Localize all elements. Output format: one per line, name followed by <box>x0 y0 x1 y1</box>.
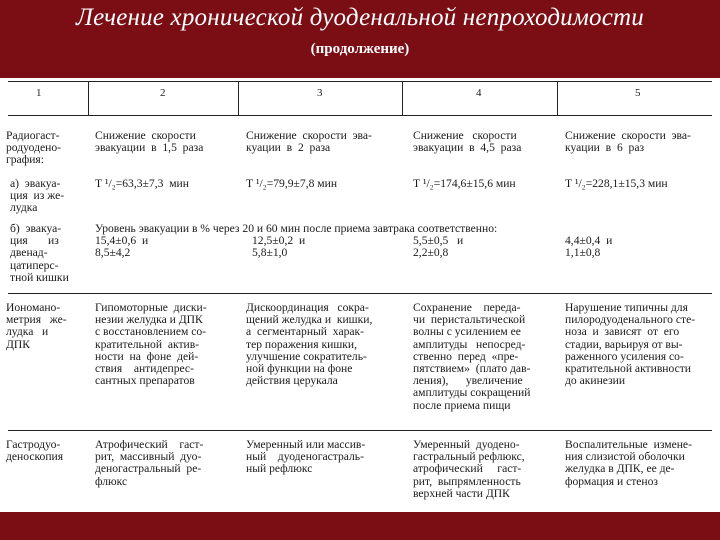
table-cell: 4,4±0,4 и 1,1±0,8 <box>565 234 613 260</box>
table-cell: Т ¹/₂=63,3±7,3 мин <box>95 177 189 190</box>
header-column-rule <box>402 81 403 115</box>
row-label-gastric-evacuation: а) эвакуа- ция из же- лудка <box>10 177 65 215</box>
table-cell: Гипомоторные диски- незии желудка и ДПК с восстановлением со- кратительной актив- ности на фоне дей- ствия антидепрес- сантных препаратов <box>95 301 207 388</box>
table-cell: Сохранение переда- чи перистальтической волны с усилением ее амплитуды непосред- ственно перед «пре- пятствием» (плато дав- ления), увеличение амплитуды сокращений после приема пищи <box>413 301 531 412</box>
row-separator-rule <box>8 430 712 431</box>
column-number-4: 4 <box>476 87 482 99</box>
table-cell: Снижение скорости эвакуации в 1,5 раза <box>95 129 204 155</box>
header-column-rule <box>557 81 558 115</box>
table-cell: 12,5±0,2 и 5,8±1,0 <box>252 234 306 260</box>
table-top-rule <box>8 81 712 82</box>
table-cell: Атрофический гаст- рит, массивный дуо- деногастральный ре- флюкс <box>95 438 204 488</box>
table-cell: Т ¹/₂=228,1±15,3 мин <box>565 177 668 190</box>
header-column-rule <box>88 81 89 115</box>
slide-header <box>0 0 720 78</box>
table-header-rule <box>8 115 712 116</box>
row-separator-rule <box>8 293 712 294</box>
table-cell: Умеренный или массив- ный дуоденогастраль- ный рефлюкс <box>246 438 366 476</box>
row-label-gastroduodenoscopy: Гастродуо- деноскопия <box>6 438 64 464</box>
column-number-1: 1 <box>36 87 42 99</box>
slide-footer-band <box>0 512 720 540</box>
row-label-manometry: Иономано- метрия же- лудка и ДПК <box>6 301 67 351</box>
table-cell: Снижение скорости эва- куации в 6 раз <box>565 129 691 155</box>
table-cell: Снижение скорости эвакуации в 4,5 раза <box>413 129 522 155</box>
header-column-rule <box>238 81 239 115</box>
table-cell: Умеренный дуодено- гастральный рефлюкс, атрофический гаст- рит, выпрямленность верхней части ДПК <box>413 438 525 500</box>
table-cell: Снижение скорости эва- куации в 2 раза <box>246 129 372 155</box>
slide-subtitle: (продолжение) <box>310 41 410 57</box>
table-cell: 15,4±0,6 и 8,5±4,2 <box>95 234 149 260</box>
table-cell: Т ¹/₂=79,9±7,8 мин <box>246 177 338 190</box>
evacuation-intro-text: Уровень эвакуации в % через 20 и 60 мин после приема завтрака соответственно: <box>95 222 498 235</box>
scanned-table <box>0 78 720 512</box>
slide-title: Лечение хронической дуоденальной непроходимости <box>75 4 644 31</box>
column-number-5: 5 <box>635 87 641 99</box>
table-cell: Нарушение типичны для пилородуоденального сте- ноза и зависят от его стадии, варьируя от вы- раженного усиления со- кратительной активности до акинезии <box>565 301 696 388</box>
row-label-duodenal-evacuation: б) эвакуа- ция из двенад- цатиперс- тной кишки <box>10 222 69 284</box>
table-cell: 5,5±0,5 и 2,2±0,8 <box>413 234 464 260</box>
table-cell: Дискоординация сокра- щений желудка и кишки, а сегментарный харак- тер поражения кишки, улучшение сократитель- ной функции на фоне действия церукала <box>246 301 373 388</box>
column-number-3: 3 <box>317 87 323 99</box>
table-cell: Т ¹/₂=174,6±15,6 мин <box>413 177 516 190</box>
row-label-radiography: Радиогаст- родуодено- графия: <box>6 129 62 167</box>
column-number-2: 2 <box>160 87 166 99</box>
table-cell: Воспалительные измене- ния слизистой оболочки желудка в ДПК, ее де- формация и стеноз <box>565 438 692 488</box>
